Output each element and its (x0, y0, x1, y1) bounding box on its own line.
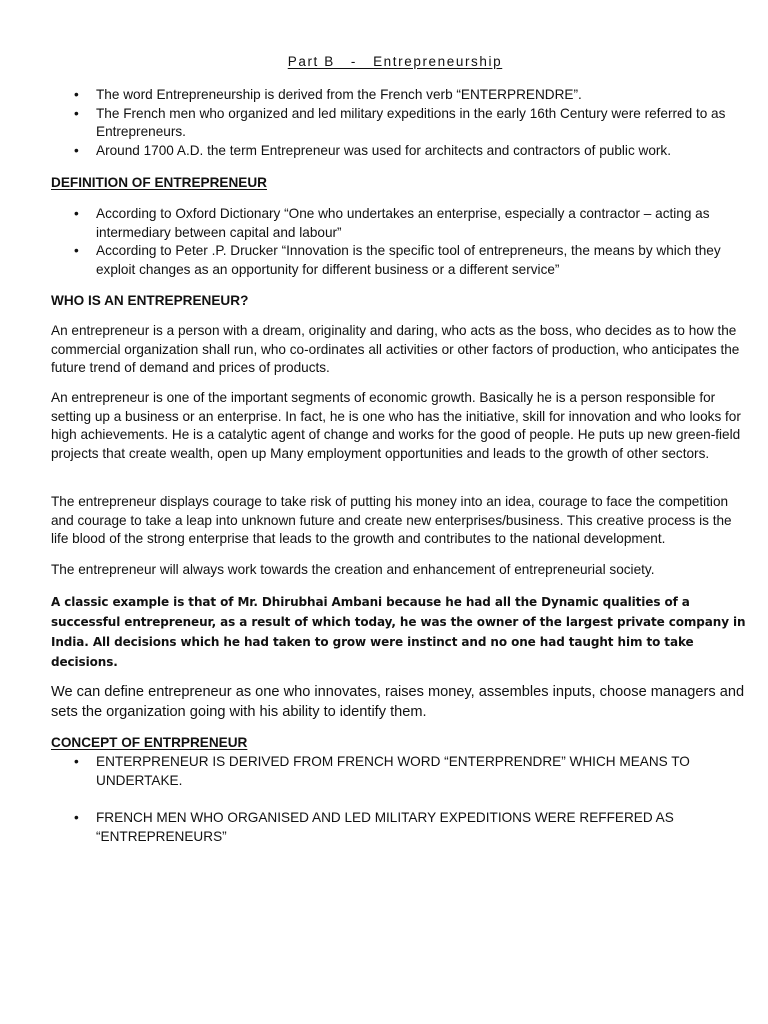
definition-bullet-list (74, 205, 746, 279)
intro-bullet-list (74, 86, 746, 160)
ambani-example-paragraph: A classic example is that of Mr. Dhirubhai Ambani because he had all the Dynamic qualities of a successful entrepreneur, as a result of which today, he was the owner of the largest private company in India. All decisions which he had taken to grow were instinct and no one had taught him to take decisions. (51, 595, 746, 669)
definition-heading: DEFINITION OF ENTREPRENEUR (51, 175, 267, 190)
concept-bullet-list (74, 753, 746, 846)
list-item: • According to Peter .P. Drucker “Innovation is the specific tool of entrepreneurs, the means by which they exploit changes as an opportunity for different business or a different service” (74, 242, 746, 279)
who-paragraph-4: The entrepreneur will always work towards the creation and enhancement of entrepreneurial society. (51, 562, 655, 577)
who-paragraph-1: An entrepreneur is a person with a dream, originality and daring, who acts as the boss, who decides as to how the commercial organization shall run, who co-ordinates all activities or other factors of production, who anticipates the future trend of demand and prices of products. (51, 323, 740, 376)
list-item: • Around 1700 A.D. the term Entrepreneur was used for architects and contractors of public work. (74, 142, 746, 161)
list-item: • The word Entrepreneurship is derived from the French verb “ENTERPRENDRE”. (74, 86, 746, 105)
who-paragraph-2: An entrepreneur is one of the important segments of economic growth. Basically he is a person responsible for setting up a business or an enterprise. In fact, he is one who has the initiative, skill for innovation and who looks for high achievements. He is a catalytic agent of change and works for the good of people. He puts up new green-field projects that create wealth, open up Many employment opportunities and leads to the growth of other sectors. (51, 390, 741, 461)
who-paragraph-3: The entrepreneur displays courage to take risk of putting his money into an idea, courage to face the competition and courage to take a leap into unknown future and create new enterprises/business. This creative process is the life blood of the strong enterprise that leads to the growth and contributes to the national development. (51, 494, 732, 547)
page-title: Part B - Entrepreneurship (287, 54, 503, 69)
list-item: • ENTERPRENEUR IS DERIVED FROM FRENCH WORD “ENTERPRENDRE” WHICH MEANS TO UNDERTAKE. (74, 753, 746, 790)
who-heading: WHO IS AN ENTREPRENEUR? (51, 293, 249, 308)
list-item: • According to Oxford Dictionary “One who undertakes an enterprise, especially a contractor – acting as intermediary between capital and labour” (74, 205, 746, 242)
list-item: • FRENCH MEN WHO ORGANISED AND LED MILITARY EXPEDITIONS WERE REFFERED AS “ENTREPRENEURS” (74, 809, 746, 846)
definition-summary-paragraph: We can define entrepreneur as one who innovates, raises money, assembles inputs, choose managers and sets the organization going with his ability to identify them. (51, 684, 745, 720)
concept-heading: CONCEPT OF ENTRPRENEUR (51, 735, 248, 750)
list-item: • The French men who organized and led military expeditions in the early 16th Century were referred to as Entrepreneurs. (74, 105, 746, 142)
